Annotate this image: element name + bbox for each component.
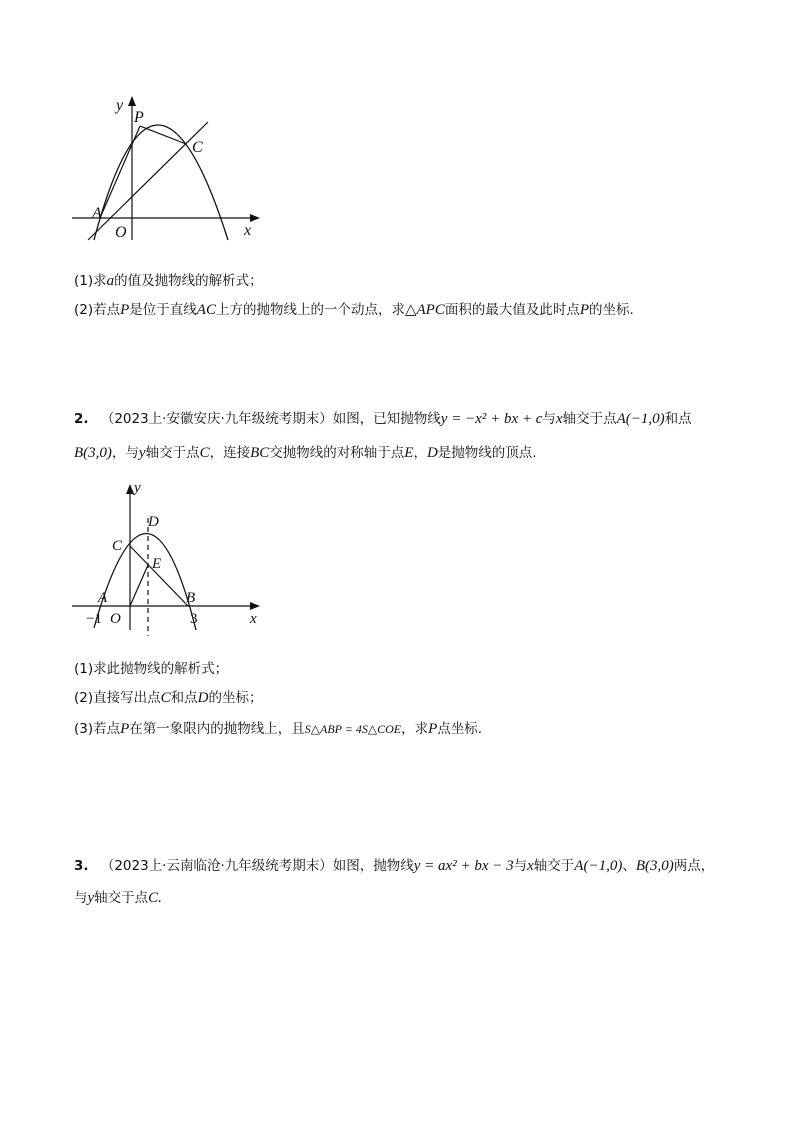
label-e: E: [152, 556, 162, 572]
q3-number: 3.: [74, 858, 89, 874]
label-c: C: [112, 538, 123, 554]
q2-line1: 2. （2023上·安徽安庆·九年级统考期末）如图，已知抛物线y = −x² + bx + c与x轴交于点A(−1,0)和点: [74, 411, 692, 427]
label-x: x: [244, 222, 252, 239]
parabola: [94, 125, 228, 240]
q3-equation: y = ax² + bx − 3: [413, 858, 514, 874]
label-minus-one: −1: [86, 611, 102, 627]
q3-line1: 3. （2023上·云南临沧·九年级统考期末）如图，抛物线y = ax² + bx − 3与x轴交于A(−1,0)、B(3,0)两点，: [74, 858, 715, 874]
q3-line2: 与y轴交于点C.: [74, 890, 162, 906]
figure-2: [60, 478, 280, 638]
segment-pc: [140, 126, 186, 144]
q1-part2: (2)若点P是位于直线AC上方的抛物线上的一个动点，求△APC面积的最大值及此时点P的坐标.: [74, 302, 634, 318]
label-a: A: [92, 205, 102, 222]
label-d: D: [148, 514, 159, 530]
label-x: x: [250, 611, 257, 627]
x-axis-arrow: [250, 214, 260, 222]
q2-equation: y = −x² + bx + c: [440, 411, 543, 427]
label-y: y: [116, 97, 124, 114]
y-axis-arrow: [126, 484, 134, 494]
y-axis-arrow: [128, 96, 136, 106]
line-ac: [88, 122, 208, 240]
q2-part1: (1)求此抛物线的解析式；: [74, 661, 229, 677]
segment-oe: [130, 565, 148, 606]
q2-line2: B(3,0)，与y轴交于点C，连接BC交抛物线的对称轴于点E，D是抛物线的顶点.: [74, 445, 537, 461]
q2-number: 2.: [74, 411, 89, 427]
q2-part2: (2)直接写出点C和点D的坐标；: [74, 690, 263, 706]
segment-ap: [100, 126, 140, 218]
x-axis-arrow: [250, 602, 260, 610]
label-o: O: [115, 224, 127, 241]
q1-part1: (1)求a的值及抛物线的解析式；: [74, 273, 263, 289]
q2-source: （2023上·安徽安庆·九年级统考期末）: [100, 411, 333, 427]
label-c: C: [192, 139, 203, 156]
q3-source: （2023上·云南临沧·九年级统考期末）: [100, 858, 333, 874]
label-b: B: [186, 590, 196, 606]
q2-part3: (3)若点P在第一象限内的抛物线上，且S△ABP = 4S△COE，求P点坐标.: [74, 721, 483, 737]
label-a: A: [98, 590, 108, 606]
figure-1: [60, 90, 280, 250]
label-y: y: [134, 480, 141, 496]
label-three: 3: [190, 611, 198, 627]
label-o: O: [110, 611, 121, 627]
label-p: P: [134, 109, 144, 126]
